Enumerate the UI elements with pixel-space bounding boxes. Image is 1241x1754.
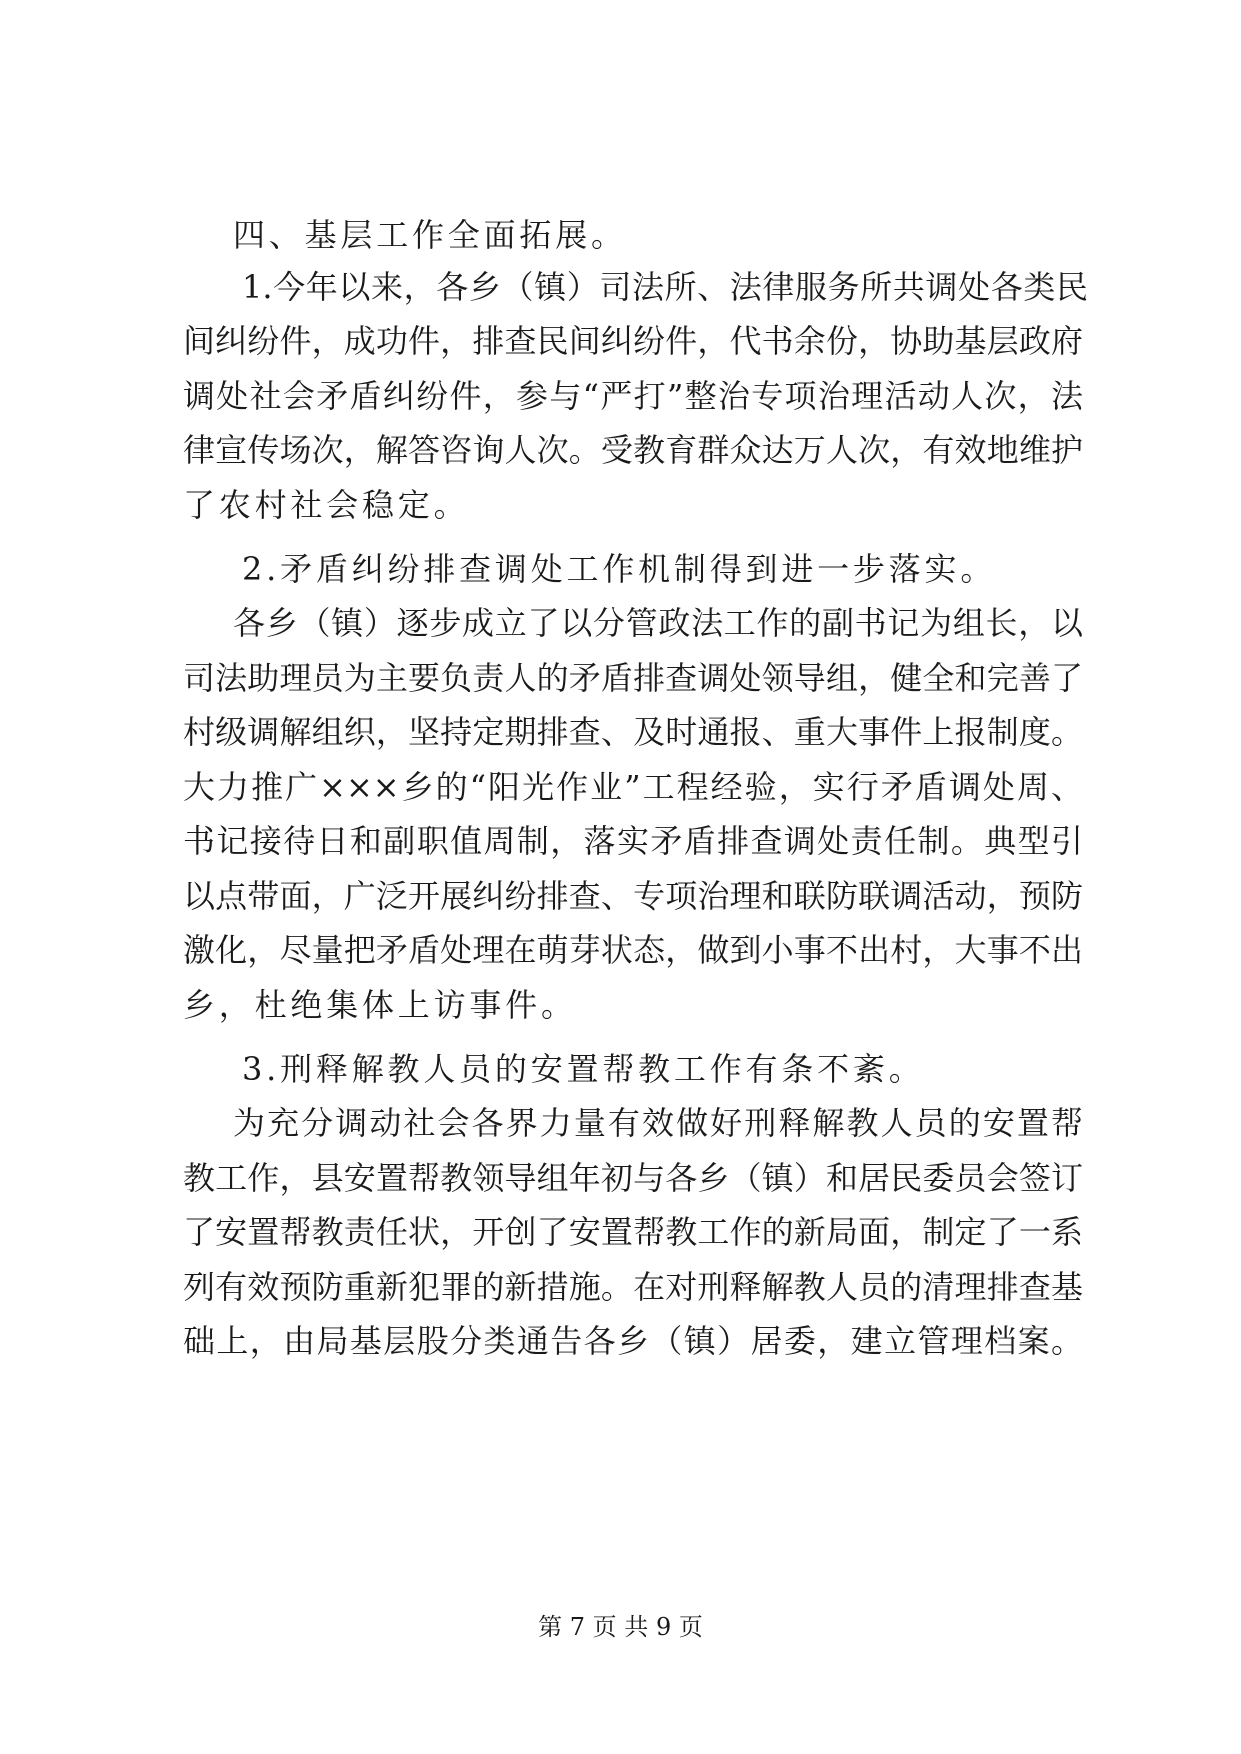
paragraph-3-line-5: 础上，由局基层股分类通告各乡（镇）居委，建立管理档案。 bbox=[183, 1322, 1083, 1360]
paragraph-1-line-2: 间纠纷件，成功件，排查民间纠纷件，代书余份，协助基层政府 bbox=[183, 322, 1083, 360]
paragraph-1-line-4: 律宣传场次，解答咨询人次。受教育群众达万人次，有效地维护 bbox=[183, 431, 1083, 469]
paragraph-1-line-3: 调处社会矛盾纠纷件，参与“严打”整治专项治理活动人次，法 bbox=[183, 377, 1083, 415]
paragraph-2-line-2: 司法助理员为主要负责人的矛盾排查调处领导组，健全和完善了 bbox=[183, 659, 1083, 697]
paragraph-2-line-8: 乡，杜绝集体上访事件。 bbox=[183, 986, 577, 1024]
paragraph-2-line-3: 村级调解组织，坚持定期排查、及时通报、重大事件上报制度。 bbox=[183, 713, 1083, 751]
paragraph-2-line-1: 各乡（镇）逐步成立了以分管政法工作的副书记为组长，以 bbox=[233, 604, 1083, 642]
paragraph-1-line-5: 了农村社会稳定。 bbox=[183, 486, 470, 524]
page-number-footer: 第 7 页 共 9 页 bbox=[538, 1613, 703, 1641]
subheading-3: 3.刑释解教人员的安置帮教工作有条不紊。 bbox=[242, 1050, 925, 1088]
paragraph-3-line-2: 教工作，县安置帮教领导组年初与各乡（镇）和居民委员会签订 bbox=[183, 1159, 1083, 1197]
paragraph-2-line-4: 大力推广×××乡的“阳光作业”工程经验，实行矛盾调处周、 bbox=[183, 768, 1083, 806]
paragraph-3-line-1: 为充分调动社会各界力量有效做好刑释解教人员的安置帮 bbox=[233, 1104, 1083, 1142]
paragraph-2-line-7: 激化，尽量把矛盾处理在萌芽状态，做到小事不出村，大事不出 bbox=[183, 931, 1083, 969]
paragraph-1-line-1: 1.今年以来，各乡（镇）司法所、法律服务所共调处各类民 bbox=[242, 268, 1088, 306]
paragraph-2-line-5: 书记接待日和副职值周制，落实矛盾排查调处责任制。典型引 bbox=[183, 822, 1083, 860]
paragraph-3-line-3: 了安置帮教责任状，开创了安置帮教工作的新局面，制定了一系 bbox=[183, 1213, 1083, 1251]
section-heading: 四、基层工作全面拓展。 bbox=[233, 216, 627, 254]
paragraph-2-line-6: 以点带面，广泛开展纠纷排查、专项治理和联防联调活动，预防 bbox=[183, 877, 1083, 915]
paragraph-3-line-4: 列有效预防重新犯罪的新措施。在对刑释解教人员的清理排查基 bbox=[183, 1268, 1083, 1306]
subheading-2: 2.矛盾纠纷排查调处工作机制得到进一步落实。 bbox=[242, 550, 997, 588]
